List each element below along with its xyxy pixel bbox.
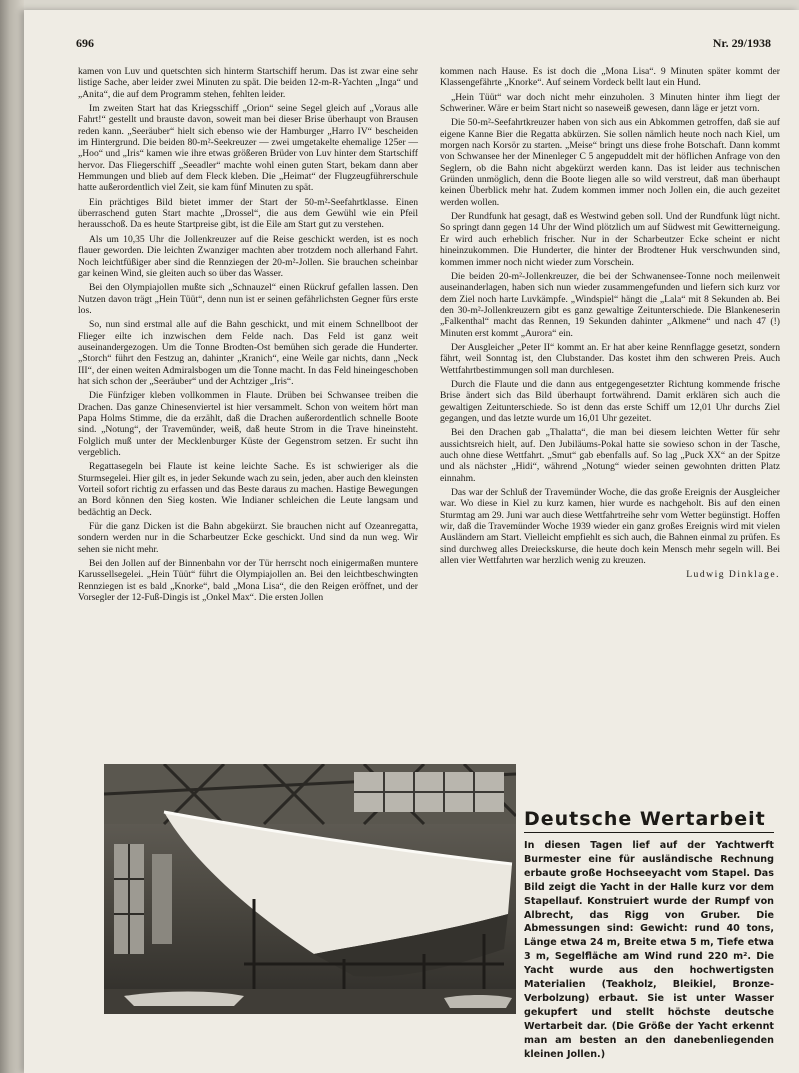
issue-label: Nr. 29/1938 — [712, 36, 771, 50]
paragraph: Bei den Drachen gab „Thalatta“, die man bei diesem leichten Wetter für sehr aussichtsreich hielt, auf. Den Jubiläums-Pokal hatte sie sowieso schon in der Tasche, auch ohne diese Wettfahrt. „Smut“ gab ebenfalls auf. So lag „Puck XX“ an der Spitze und als nächster „Hidi“, während „Notung“ wieder seinen gewohnten dritten Platz einnahm. — [440, 427, 780, 484]
paragraph: Für die ganz Dicken ist die Bahn abgekürzt. Sie brauchen nicht auf Ozeanregatta, sondern werden nur in die Scharbeutzer Ecke geschickt. Und sind da nun weg. Wir sehen sie nicht mehr. — [78, 521, 418, 555]
caption-text: In diesen Tagen lief auf der Yachtwerft Burmester eine für ausländische Rechnung erbaute große Hochseeyacht vom Stapel. Das Bild zeigt die Yacht in der Halle kurz vor dem Stapellauf. Konstruiert wurde der Rumpf von Albrecht, das Rigg von Gruber. Die Abmessungen sind: Gewicht: rund 40 tons, Länge etwa 24 m, Breite etwa 5 m, Tiefe etwa 3 m, Segelfläche am Wind rund 220 m². Die Yacht wurde aus den hochwertigsten Materialien (Teakholz, Bleikiel, Bronze-Verbolzung) erbaut. Sie ist unter Wasser gekupfert und stellt höchste deutsche Wertarbeit dar. (Die Größe der Yacht erkennt man am besten an den danebenliegenden kleinen Jollen.) — [524, 840, 774, 1060]
paragraph: Der Ausgleicher „Peter II“ kommt an. Er hat aber keine Rennflagge gesetzt, sondern fährt, weil Sonntag ist, den Clubstander. Das kostet ihm den schweren Preis. Auch Wettfahrtbestimmungen soll man durchlesen. — [440, 341, 780, 376]
page-header — [76, 36, 771, 54]
paragraph: kommen nach Hause. Es ist doch die „Mona Lisa“. 9 Minuten später kommt der Klassengefährte „Knorke“. Auf seinem Vordeck bellt laut ein Hund. — [440, 66, 780, 89]
caption-title: Deutsche Wertarbeit — [524, 808, 774, 833]
paragraph: Bei den Olympiajollen mußte sich „Schnauzel“ einen Rückruf gefallen lassen. Den Nutzen davon trägt „Hein Tüüt“, denn nun ist er seinen gefährlichsten Gegner fürs erste los. — [78, 282, 418, 316]
photo-caption — [524, 808, 774, 1062]
paragraph: Die 50-m²-Seefahrtkreuzer haben von sich aus ein Abkommen getroffen, daß sie auf eigene Kanne Bier die Regatta abkürzen. Sie sollen nämlich heute noch nach Kiel, um morgen nach Korsör zu starten. „Meise“ bringt uns diese frohe Botschaft. Dann kommt von Schwansee her der Minenleger C 5 angepuddelt mit der höflichen Anfrage von den Seglern, ob die Bahn nicht abgekürzt werden kann. Das ist leider aus technischen Gründen unmöglich, denn die Boote liegen alle so wild verstreut, daß man überhaupt keinen Überblick mehr hat. Zudem kommen immer noch Jollen ein, die auch gezeitet werden wollen. — [440, 117, 780, 208]
paragraph: „Hein Tüüt“ war doch nicht mehr einzuholen. 3 Minuten hinter ihm liegt der Schweriner. Wäre er beim Start nicht so naseweiß gewesen, dann läge er jetzt vorn. — [440, 91, 780, 115]
paragraph: Bei den Jollen auf der Binnenbahn vor der Tür herrscht noch einigermaßen muntere Karussellsegelei. „Hein Tüüt“ führt die Olympiajollen an. Bei den leichtbeschwingten Rennziegen ist es bald „Knorke“, bald „Mona Lisa“, die den Reigen eröffnet, und der Vorsegler der 12-Fuß-Dingis ist „Onkel Max“. Die ersten Jollen — [78, 558, 418, 604]
yacht-in-shipyard-hall-photo — [104, 764, 516, 1014]
paragraph: Regattasegeln bei Flaute ist keine leichte Sache. Es ist schwieriger als die Sturmsegelei. Hier gilt es, in jeder Sekunde wach zu sein, jeden, aber auch den kleinsten Vorteil sofort richtig zu erfassen und das Beste daraus zu machen. Hastige Bewegungen an Bord können den Sieg kosten. Wie Indianer schleichen die Leute langsam und bedächtig an Deck. — [78, 461, 418, 518]
paragraph: So, nun sind erstmal alle auf die Bahn geschickt, und mit einem Schnellboot der Flieger eilte ich inzwischen dem Felde nach. Das Feld ist ganz weit auseinandergezogen. Um die Tonne Brodten-Ost bemühen sich gerade die Hunderter. „Storch“ führt den Festzug an, dahinter „Kranich“, eine Weile gar nichts, dann „Neck III“, der einen weiten Admiralsbogen um die Tonne macht. In das Feld hineingeschoben hat sich schon der „Seeräuber“ und der Achtziger „Iris“. — [78, 319, 418, 387]
paragraph: Im zweiten Start hat das Kriegsschiff „Orion“ seine Segel gleich auf „Voraus alle Fahrt!“ gestellt und brauste davon, soweit man bei dieser Brise überhaupt von Brausen reden kann. „Seeräuber“ hielt sich ebenso wie der Hamburger „Harro IV“ bescheiden im Hintergrund. Die beiden 80-m²-Seekreuzer — zwei umgetakelte ehemalige 125er — „Hoo“ und „Iris“ kamen wie ihre etwas größeren Brüder von Luv hinter dem Startschiff hervor. Das Fliegerschiff „Seeadler“ machte wohl einen guten Start, bekam dann aber Hemmungen und blieb auf dem Fleck kleben. Die „Heimat“ der Flugzeugführerschule hatte außerordentlich viel Zeit, sie kam fünf Minuten zu spät. — [78, 103, 418, 194]
binding-edge — [0, 0, 24, 1073]
article-column-right — [440, 66, 780, 584]
paragraph: Das war der Schluß der Travemünder Woche, die das große Ereignis der Ausgleicher war. Wo diese in Kiel zu kurz kamen, hier wurde es nachgeholt. Bis auf den einen Sturmtag am 29. Juni war auch diese Wettfahrtreihe sehr vom Wetter begünstigt. Hoffen wir, daß die Travemünder Woche 1939 wieder ein ganz großes Ereignis wird mit vielen Ausländern am Start. Vielleicht empfiehlt es sich auch, die Bahnen einmal zu prüfen. Es sind durchweg alles Dreieckskurse, die heute doch kein Mensch mehr segeln will. Bei allen vier Wettfahrten war herzlich wenig zu kreuzen. — [440, 487, 780, 567]
paragraph: Durch die Flaute und die dann aus entgegengesetzter Richtung kommende frische Brise ändert sich das Bild überhaupt fortwährend. Damit erklären sich auch die gewaltigen Zeitunterschiede. So ist denn das erste Schiff um 12,01 Uhr durchs Ziel gegangen, und das letzte wurde um 16,01 Uhr gezeitet. — [440, 378, 780, 424]
paragraph: kamen von Luv und quetschten sich hinterm Startschiff herum. Das ist zwar eine sehr listige Sache, aber leider zwei Minuten zu spät. Die beiden 12-m-R-Yachten „Inga“ und „Anita“, die auf dem Programm stehen, fehlten leider. — [78, 66, 418, 100]
paragraph: Der Rundfunk hat gesagt, daß es Westwind geben soll. Und der Rundfunk lügt nicht. So springt dann gegen 14 Uhr der Wind plötzlich um auf Südwest mit Gewitterneigung. Er wird auch erheblich frischer. Nur in der Scharbeutzer Ecke scheint er nicht hineinzukommen. Die Hunderter, die hinter der Brodtener Huk verschwunden sind, kommen immer noch nicht wieder zum Vorschein. — [440, 211, 780, 268]
paragraph: Die beiden 20-m²-Jollenkreuzer, die bei der Schwanensee-Tonne noch meilenweit auseinanderlagen, haben sich nun wieder zusammengefunden und liefern sich kurz vor dem Ziel noch harte Luvkämpfe. „Windspiel“ hängt die „Lala“ mit 8 Sekunden ab. Bei den 30-m²-Jollenkreuzern gibt es ganz gewaltige Zeitunterschiede. Die Blankeneserin „Falkenthal“ macht das Rennen, 19 Sekunden dahinter „Alkmene“ und nach 47 (!) Minuten erst kommt „Aurora“ ein. — [440, 270, 780, 339]
author-signature: Ludwig Dinklage. — [686, 569, 780, 581]
paragraph: Die Fünfziger kleben vollkommen in Flaute. Drüben bei Schwansee treiben die Drachen. Das ganze Chinesenviertel ist hier versammelt. Schon von weitem hört man Papa Holms Stimme, die da erzählt, daß die Drachen außerordentlich schnelle Boote sind. „Notung“, der Travemünder, weiß, daß heute Strom in die Trave hineinsteht. Folglich muß unter der Mecklenburger Küste der Gegenstrom setzen. Er sucht ihn vergeblich. — [78, 390, 418, 458]
article-column-left — [78, 66, 418, 606]
page-number: 696 — [76, 36, 94, 50]
paragraph: Ein prächtiges Bild bietet immer der Start der 50-m²-Seefahrtklasse. Einen überraschend guten Start machte „Drossel“, die aus dem Gewühl wie ein Pfeil herausschoß. Da es heute Startpreise gibt, ist die Eile am Start gut zu verstehen. — [78, 196, 418, 231]
paragraph: Als um 10,35 Uhr die Jollenkreuzer auf die Reise geschickt werden, ist es noch flauer geworden. Die leichten Zwanziger machten aber trotzdem noch allerhand Fahrt. Noch leichtfüßiger aber sind die Rennziegen der 20-m²-Jollen. Sie brauchen scheinbar gar keinen Wind, sie gleiten auch so über das Wasser. — [78, 233, 418, 279]
